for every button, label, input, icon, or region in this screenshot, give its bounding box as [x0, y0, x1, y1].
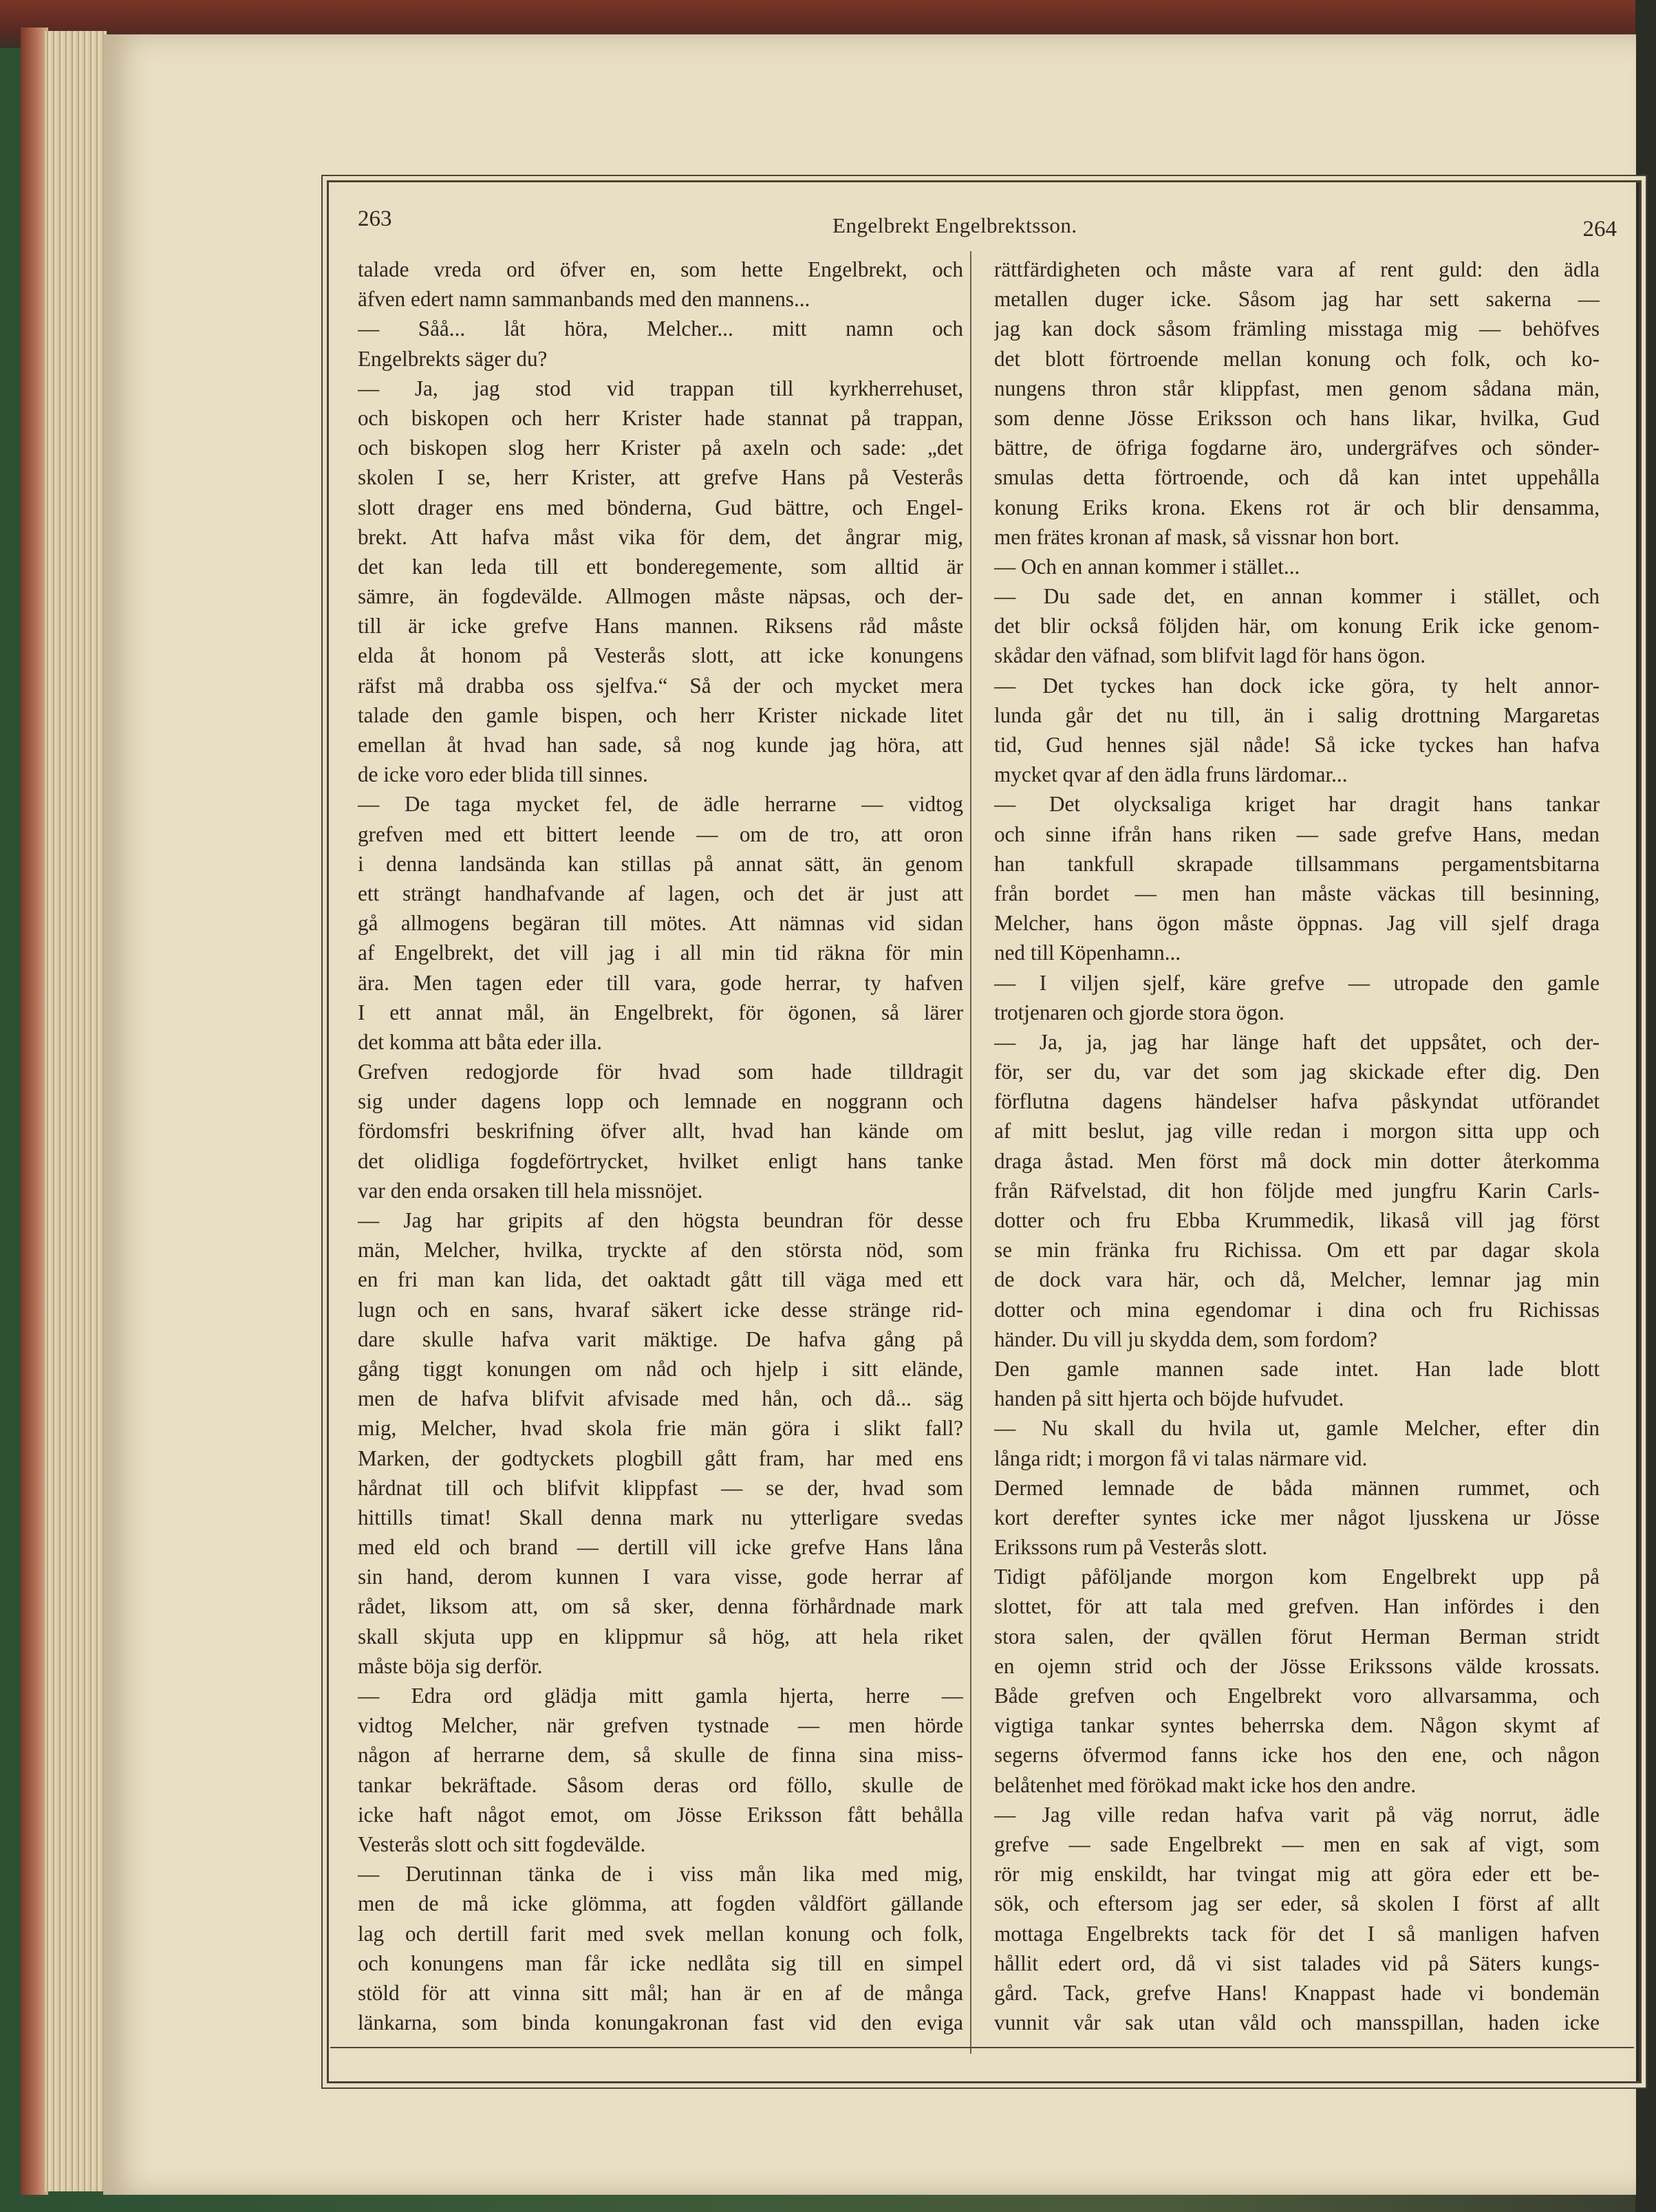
text-line: se min fränka fru Richissa. Om ett par dagar skola [994, 1238, 1600, 1263]
text-line: — Jag har gripits af den högsta beundran för desse [358, 1208, 963, 1232]
left-text-column [358, 255, 963, 2037]
text-line: lugn och en sans, hvaraf säkert icke desse stränge rid- [358, 1297, 963, 1322]
text-line: en fri man kan lida, det oaktadt gått till väga med ett [358, 1267, 963, 1292]
text-line: smulas detta förtroende, och då kan intet uppehålla [994, 465, 1600, 490]
text-line: skådar den väfnad, som blifvit lagd för hans ögon. [994, 643, 1426, 668]
text-line: Tidigt påföljande morgon kom Engelbrekt upp på [994, 1565, 1600, 1589]
text-line: ned till Köpenhamn... [994, 941, 1181, 965]
text-line: sin hand, derom kunnen I vara visse, gode herrar af [358, 1565, 963, 1589]
text-line: män, Melcher, hvilka, tryckte af den största nöd, som [358, 1238, 963, 1263]
text-line: och biskopen slog herr Krister på axeln och sade: „det [358, 436, 963, 460]
text-line: mig, Melcher, hvad skola frie män göra i slikt fall? [358, 1416, 963, 1441]
text-line: till är icke grefve Hans mannen. Riksens råd måste [358, 614, 963, 638]
text-line: draga åstad. Men först må dock min dotter återkomma [994, 1148, 1600, 1173]
text-line: gå allmogens begäran till mötes. Att nämnas vid sidan [358, 911, 963, 936]
text-line: dotter och fru Ebba Krummedik, likaså vill jag först [994, 1208, 1600, 1232]
text-line: för, ser du, var det som jag skickade efter dig. Den [994, 1060, 1600, 1084]
text-line: det blott förtroende mellan konung och folk, och ko- [994, 346, 1600, 371]
text-line: vigtiga tankar syntes beherrska dem. Någon skymt af [994, 1713, 1600, 1738]
text-line: skall skjuta upp en klippmur så hög, att hela riket [358, 1624, 963, 1649]
text-line: Den gamle mannen sade intet. Han lade blott [994, 1356, 1600, 1381]
text-line: slott drager ens med bönderna, Gud bättre, och Engel- [358, 495, 963, 519]
text-line: och sinne ifrån hans riken — sade grefve Hans, medan [994, 822, 1600, 846]
text-line: hittills timat! Skall denna mark nu ytterligare svedas [358, 1505, 963, 1529]
text-line: skolen I se, herr Krister, att grefve Hans på Vesterås [358, 465, 963, 490]
text-line: men frätes kronan af mask, så vissnar hon bort. [994, 524, 1399, 549]
column-divider [970, 251, 971, 2054]
text-line: måste böja sig derför. [358, 1653, 543, 1678]
text-line: Engelbrekts säger du? [358, 346, 548, 371]
text-line: belåtenhet med förökad makt icke hos den andre. [994, 1772, 1417, 1797]
text-line: Dermed lemnade de båda männen rummet, och [994, 1475, 1600, 1500]
text-line: lunda går det nu till, än i salig drottning Margaretas [994, 702, 1600, 727]
text-line: af mitt beslut, jag ville redan i morgon sitta upp och [994, 1119, 1600, 1143]
text-line: brekt. Att hafva måst vika för dem, det ångrar mig, [358, 524, 963, 549]
text-line: från Räfvelstad, dit hon följde med jungfru Karin Carls- [994, 1178, 1600, 1203]
text-line: men de hafva blifvit afvisade med hån, och då... säg [358, 1386, 963, 1411]
text-line: men de må icke glömma, att fogden våldfört gällande [358, 1891, 963, 1916]
text-line: Vesterås slott och sitt fogdevälde. [358, 1832, 646, 1856]
text-line: sig under dagens lopp och lemnade en noggrann och [358, 1089, 963, 1114]
text-line: elda åt honom på Vesterås slott, att icke konungens [358, 643, 963, 668]
text-line: — Nu skall du hvila ut, gamle Melcher, efter din [994, 1416, 1600, 1441]
text-line: i denna landsända kan stillas på annat sätt, än genom [358, 851, 963, 876]
text-line: och biskopen och herr Krister hade stannat på trappan, [358, 405, 963, 430]
text-line: och konungens man får icke nedlåta sig till en simpel [358, 1951, 963, 1975]
text-line: metallen duger icke. Såsom jag har sett sakerna — [994, 287, 1600, 312]
text-line: stöld för att vinna sitt mål; han är en af de många [358, 1980, 963, 2005]
text-line: de icke voro eder blida till sinnes. [358, 762, 648, 787]
text-line: de dock vara här, och då, Melcher, lemnar jag min [994, 1267, 1600, 1292]
text-line: gård. Tack, grefve Hans! Knappast hade vi bondemän [994, 1980, 1600, 2005]
text-line: mycket qvar af den ädla fruns lärdomar... [994, 762, 1348, 787]
text-line: — Ja, jag stod vid trappan till kyrkherrehuset, [358, 376, 963, 400]
text-line: — Såå... låt höra, Melcher... mitt namn och [358, 316, 963, 341]
text-line: jag kan dock såsom främling misstaga mig — behöfves [994, 316, 1600, 341]
text-line: konung Eriks krona. Ekens rot är och blir densamma, [994, 495, 1600, 519]
text-line: det olidliga fogdeförtrycket, hvilket enligt hans tanke [358, 1148, 963, 1173]
text-line: sämre, än fogdevälde. Allmogen måste näpsas, och der- [358, 584, 963, 609]
text-line: mottaga Engelbrekts tack för det I så manligen hafven [994, 1921, 1600, 1946]
text-line: ära. Men tagen eder till vara, gode herrar, ty hafven [358, 970, 963, 995]
right-text-column [994, 255, 1600, 2037]
text-line: det kan leda till ett bonderegemente, som alltid är [358, 554, 963, 579]
text-line: I ett annat mål, än Engelbrekt, för ögonen, så lärer [358, 1000, 963, 1024]
right-page-number: 264 [1582, 217, 1617, 241]
text-line: fördomsfri beskrifning öfver allt, hvad han kände om [358, 1119, 963, 1143]
text-line: rör mig enskildt, har tvingat mig att göra eder ett be- [994, 1862, 1600, 1887]
text-line: — Edra ord glädja mitt gamla hjerta, herre — [358, 1684, 963, 1708]
text-line: det blir också följden här, om konung Erik icke genom- [994, 614, 1600, 638]
text-line: vunnit vår sak utan våld och mansspillan, haden icke [994, 2010, 1600, 2035]
text-line: en ojemn strid och der Jösse Erikssons välde krossats. [994, 1653, 1600, 1678]
left-page-number: 263 [358, 206, 392, 231]
text-line: — I viljen sjelf, käre grefve — utropade den gamle [994, 970, 1600, 995]
text-line: lag och dertill farit med svek mellan konung och folk, [358, 1921, 963, 1946]
text-line: från bordet — men han måste väckas till besinning, [994, 881, 1600, 905]
text-line: talade den gamle bispen, och herr Krister nickade litet [358, 702, 963, 727]
text-line: — Jag ville redan hafva varit på väg norrut, ädle [994, 1802, 1600, 1827]
text-line: han tankfull skrapade tillsammans pergamentsbitarna [994, 851, 1600, 876]
text-line: rådet, liksom att, om så sker, denna förhårdnade mark [358, 1594, 963, 1619]
text-line: hållit edert ord, då vi sist talades vid på Säters kungs- [994, 1951, 1600, 1975]
text-line: bättre, de öfriga fogdarne äro, undergräfves och sönder- [994, 436, 1600, 460]
text-line: tankar bekräftade. Såsom deras ord föllo, skulle de [358, 1772, 963, 1797]
text-line: långa ridt; i morgon få vi talas närmare vid. [994, 1446, 1368, 1470]
text-line: händer. Du vill ju skydda dem, som fordom? [994, 1327, 1377, 1351]
text-line: af Engelbrekt, det vill jag i all min tid räkna för min [358, 941, 963, 965]
text-line: talade vreda ord öfver en, som hette Engelbrekt, och [358, 257, 963, 281]
text-line: Melcher, hans ögon måste öppnas. Jag vill sjelf draga [994, 911, 1600, 936]
text-line: handen på sitt hjerta och böjde hufvudet. [994, 1386, 1344, 1411]
text-line: icke haft något emot, om Jösse Eriksson fått behålla [358, 1802, 963, 1827]
text-line: grefven med ett bittert leende — om de tro, att oron [358, 822, 963, 846]
text-line: hårdnat till och blifvit klippfast — se der, hvad som [358, 1475, 963, 1500]
text-line: — Och en annan kommer i stället... [994, 554, 1300, 579]
text-line: kort derefter syntes icke mer något ljusskena ur Jösse [994, 1505, 1600, 1529]
text-line: dare skulle hafva varit mäktige. De hafva gång på [358, 1327, 963, 1351]
text-line: räfst må drabba oss sjelfva.“ Så der och mycket mera [358, 673, 963, 698]
text-line: — De taga mycket fel, de ädle herrarne — vidtog [358, 792, 963, 817]
text-line: Grefven redogjorde för hvad som hade tilldragit [358, 1060, 963, 1084]
text-line: äfven edert namn sammanbands med den mannens... [358, 287, 810, 312]
text-line: dotter och mina egendomar i dina och fru Richissas [994, 1297, 1600, 1322]
text-line: länkarna, som binda konungakronan fast vid den eviga [358, 2010, 963, 2035]
text-line: ett strängt handhafvande af lagen, och det är just att [358, 881, 963, 905]
text-line: förflutna dagens händelser hafva påskyndat utförandet [994, 1089, 1600, 1114]
text-line: gång tiggt konungen om nåd och hjelp i sitt elände, [358, 1356, 963, 1381]
text-line: någon af herrarne dem, så skulle de finna sina miss- [358, 1743, 963, 1768]
text-line: vidtog Melcher, när grefven tystnade — men hörde [358, 1713, 963, 1738]
text-line: — Det olycksaliga kriget har dragit hans tankar [994, 792, 1600, 817]
book-spine-edge [21, 28, 48, 2195]
text-line: som denne Jösse Eriksson och hans likar, hvilka, Gud [994, 405, 1600, 430]
text-line: Marken, der godtyckets plogbill gått fram, har med ens [358, 1446, 963, 1470]
text-line: trotjenaren och gjorde stora ögon. [994, 1000, 1284, 1024]
text-line: slottet, för att tala med grefven. Han infördes i den [994, 1594, 1600, 1619]
text-line: det komma att båta eder illa. [358, 1029, 603, 1054]
text-line: sök, och eftersom jag ser eder, så skolen I först af allt [994, 1891, 1600, 1916]
text-line: var den enda orsaken till hela missnöjet. [358, 1178, 703, 1203]
running-title: Engelbrekt Engelbrektsson. [832, 213, 1077, 237]
text-line: Både grefven och Engelbrekt voro allvarsamma, och [994, 1684, 1600, 1708]
text-line: rättfärdigheten och måste vara af rent guld: den ädla [994, 257, 1600, 281]
text-line: med eld och brand — dertill vill icke grefve Hans låna [358, 1535, 963, 1560]
text-line: — Det tyckes han dock icke göra, ty helt annor- [994, 673, 1600, 698]
text-line: — Du sade det, en annan kommer i stället, och [994, 584, 1600, 609]
bottom-rule [330, 2047, 1634, 2048]
stacked-page-edges [45, 31, 107, 2191]
text-line: Erikssons rum på Vesterås slott. [994, 1535, 1268, 1560]
text-line: — Ja, ja, jag har länge haft det uppsåtet, och der- [994, 1029, 1600, 1054]
text-line: stora salen, der qvällen förut Herman Berman stridt [994, 1624, 1600, 1649]
text-line: segerns öfvermod fanns icke hos den ene, och någon [994, 1743, 1600, 1768]
text-line: tid, Gud hennes själ nåde! Så icke tyckes han hafva [994, 733, 1600, 757]
text-line: — Derutinnan tänka de i viss mån lika med mig, [358, 1862, 963, 1887]
page-header [358, 203, 1617, 244]
text-line: emellan åt hvad han sade, så nog kunde jag höra, att [358, 733, 963, 757]
text-line: nungens thron står klippfast, men genom sådana män, [994, 376, 1600, 400]
text-line: grefve — sade Engelbrekt — men en sak af vigt, som [994, 1832, 1600, 1856]
